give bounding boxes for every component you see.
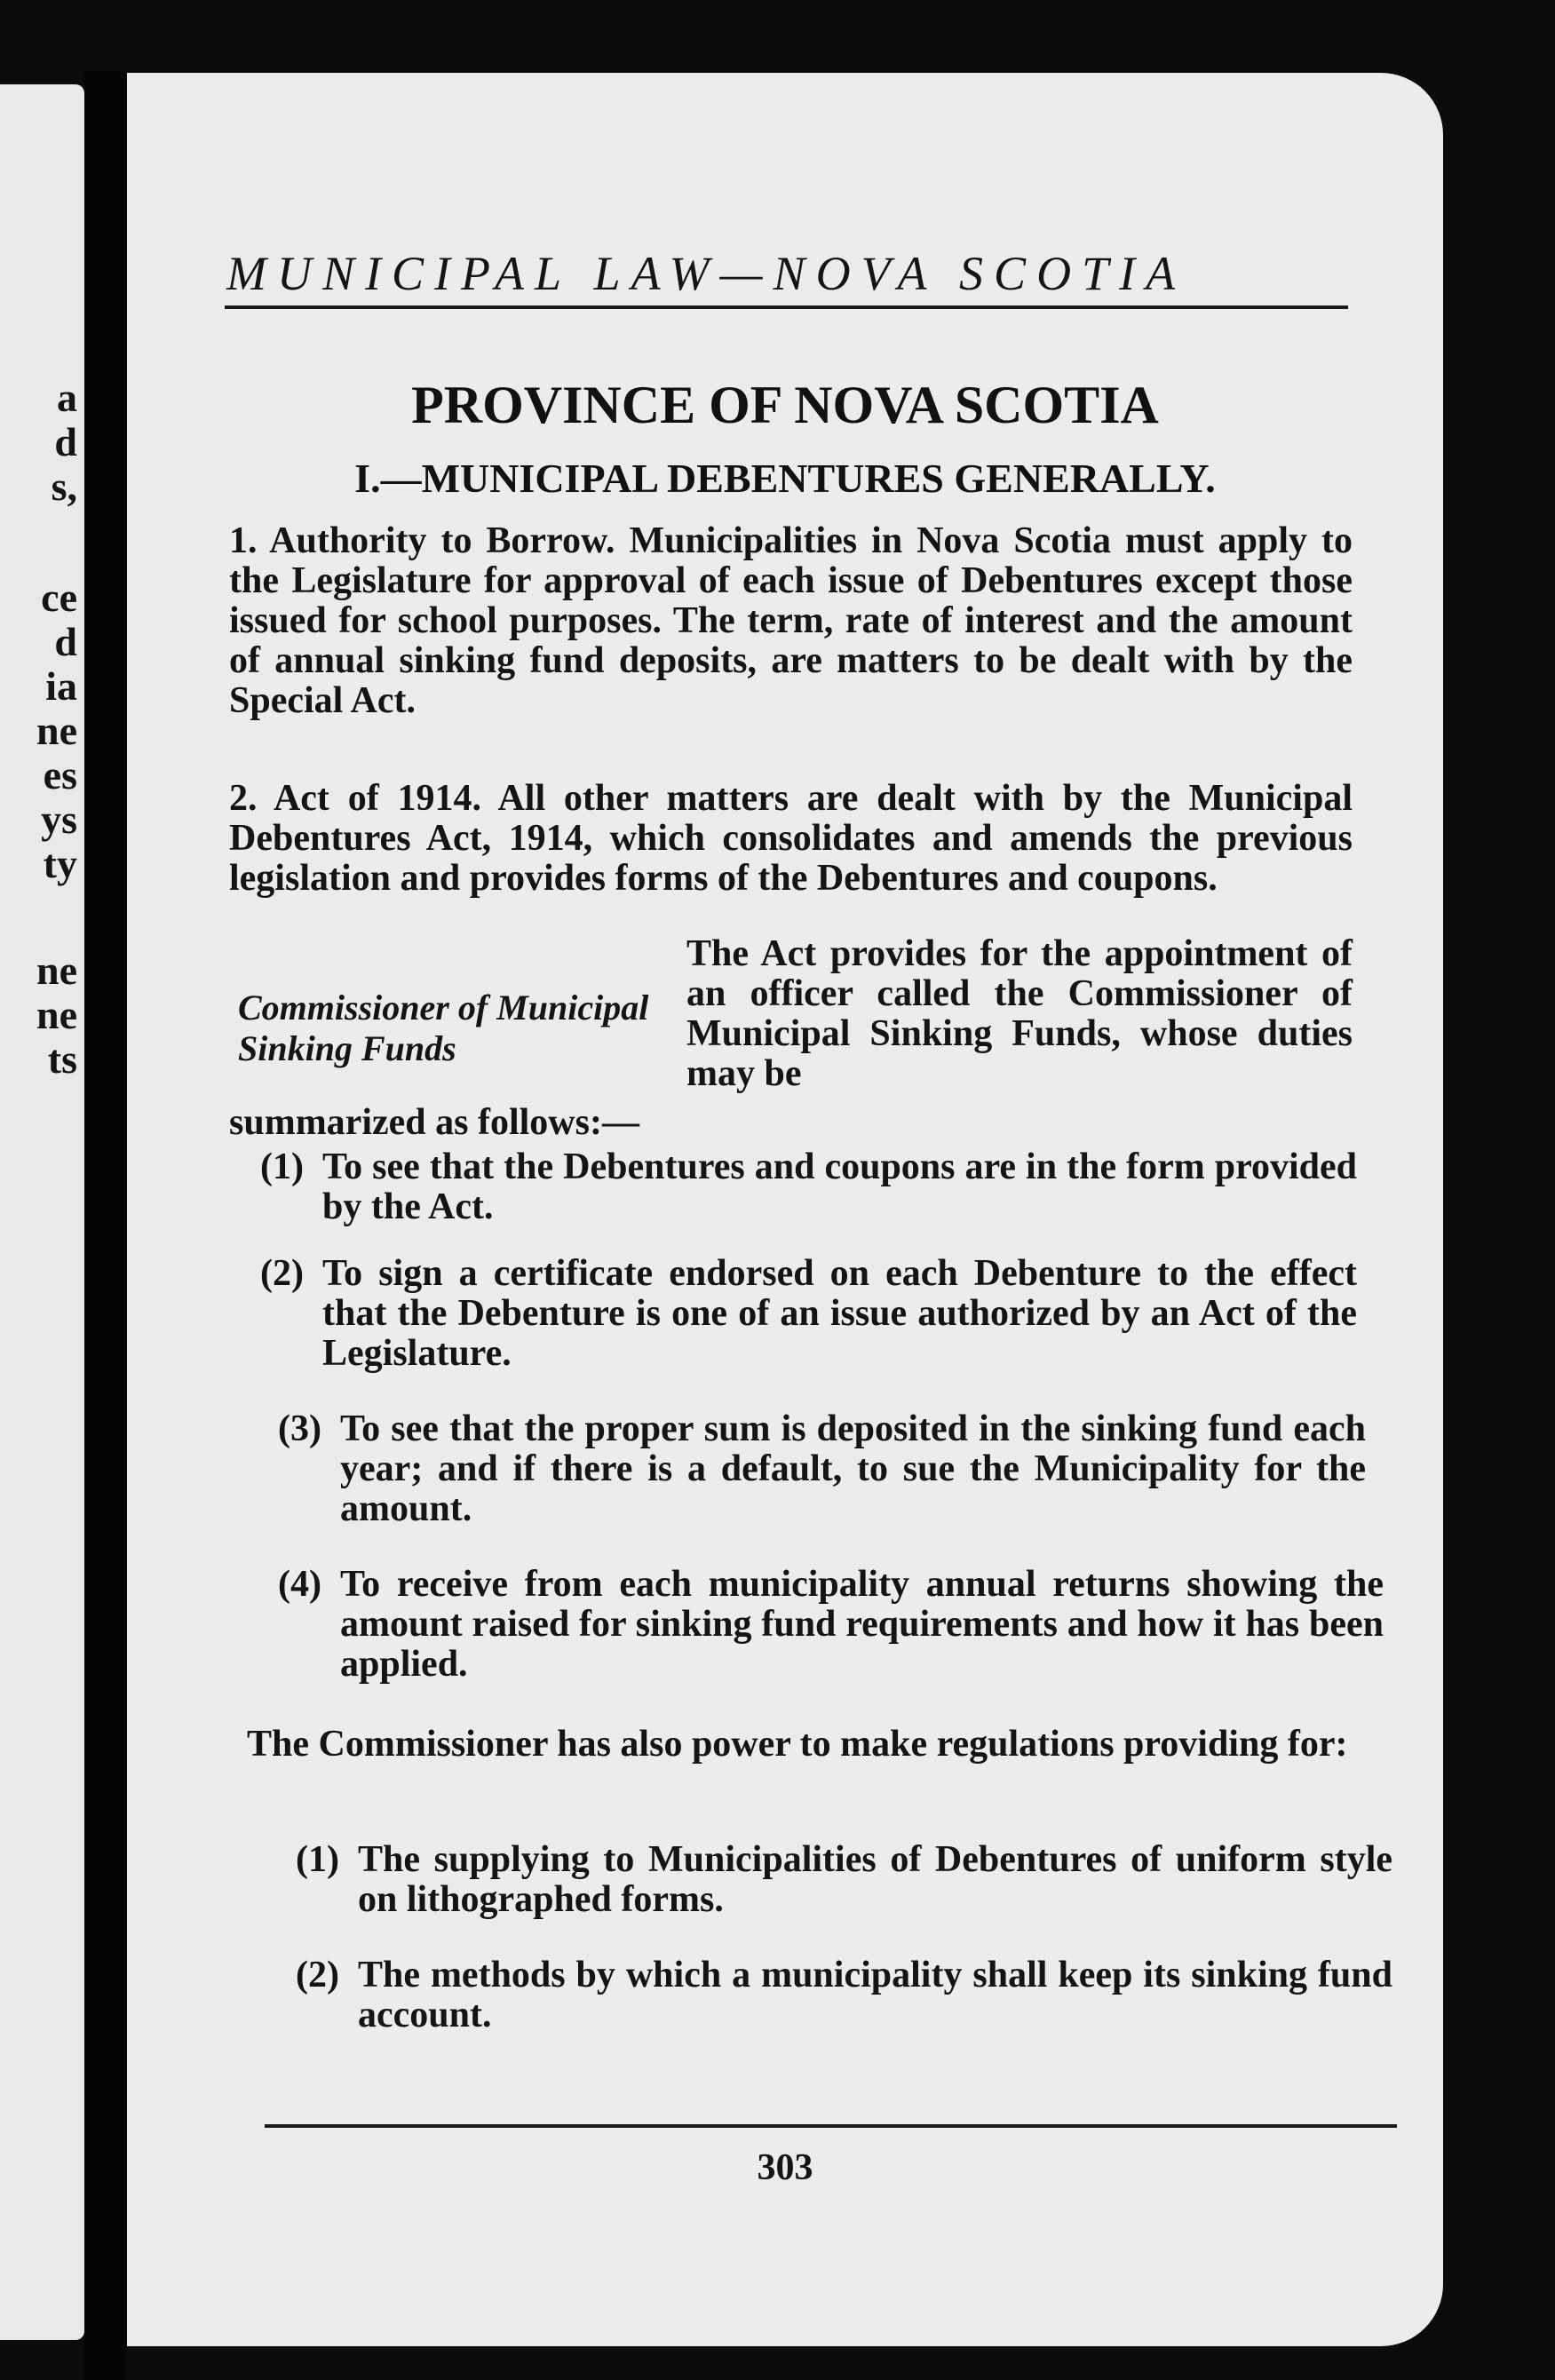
paragraph-lead: 2. Act of 1914. <box>229 778 481 819</box>
book-gutter <box>84 71 127 2380</box>
left-page-fragment: d <box>54 419 77 464</box>
side-heading-commissioner: Commissioner of Municipal Sinking Funds <box>238 988 649 1068</box>
running-head: MUNICIPAL LAW—NOVA SCOTIA <box>226 247 1186 300</box>
paragraph-text: All other matters are dealt with by the Municipal Debentures Act, 1914, which consolidates and amends the previous legislation and provides forms of the Debentures and coupons. <box>229 778 1353 899</box>
duties-intro: summarized as follows:— <box>229 1102 639 1143</box>
header-rule <box>225 305 1348 309</box>
section-heading: I.—MUNICIPAL DEBENTURES GENERALLY. <box>354 456 1216 501</box>
list-item-number: (1) <box>260 1146 304 1187</box>
list-item-number: (3) <box>278 1408 321 1449</box>
page-number: 303 <box>757 2147 813 2188</box>
left-page-fragment: ts <box>47 1036 77 1082</box>
list-item <box>296 1956 1392 2035</box>
left-page-fragment: ia <box>45 663 77 709</box>
commissioner-paragraph: The Act provides for the appointment of an officer called the Commissioner of Municipal Sinking Funds, whose duties may be <box>686 933 1353 1094</box>
left-page-fragment: es <box>43 752 77 797</box>
list-item-number: (1) <box>296 1839 339 1880</box>
paragraph-lead: 1. Authority to Borrow. <box>229 520 615 561</box>
regulations-intro: The Commissioner has also power to make regulations providing for: <box>247 1724 1348 1765</box>
left-page-fragment: ty <box>43 841 77 886</box>
page-title: PROVINCE OF NOVA SCOTIA <box>411 376 1159 434</box>
list-item <box>260 1254 1357 1374</box>
paragraph-authority-to-borrow <box>229 521 1353 721</box>
list-item-number: (2) <box>296 1955 339 1995</box>
list-item <box>296 1840 1392 1920</box>
left-page-fragment: d <box>54 619 77 664</box>
list-item-text: The supplying to Municipalities of Debentures of uniform style on lithographed forms. <box>358 1839 1392 1920</box>
left-page-fragment: ys <box>41 797 77 842</box>
left-page-fragment: ce <box>41 575 77 620</box>
left-page-fragment: a <box>57 375 77 420</box>
list-item-text: The methods by which a municipality shall keep its sinking fund account. <box>358 1955 1392 2035</box>
left-page-edge <box>0 84 84 2340</box>
list-item-text: To receive from each municipality annual returns showing the amount raised for sinking fund requirements and how it has been applied. <box>340 1564 1384 1685</box>
paragraph-text: Municipalities in Nova Scotia must apply to the Legislature for approval of each issue of Debentures except those issued for school purposes. The term, rate of interest and the amount of annual sinking fund deposits, are matters to be dealt with by the Special Act. <box>229 520 1353 721</box>
list-item-number: (4) <box>278 1564 321 1605</box>
left-page-fragment: ne <box>36 948 77 993</box>
list-item <box>260 1147 1357 1227</box>
paragraph-act-of-1914 <box>229 779 1353 899</box>
list-item <box>278 1565 1384 1685</box>
left-page-fragment: ne <box>36 708 77 753</box>
list-item-text: To see that the proper sum is deposited in the sinking fund each year; and if there is a default, to sue the Municipality for the amount. <box>340 1408 1366 1529</box>
list-item-text: To sign a certificate endorsed on each Debenture to the effect that the Debenture is one of an issue authorized by an Act of the Legislature. <box>322 1253 1357 1374</box>
list-item <box>278 1409 1366 1529</box>
footer-rule <box>265 2124 1397 2128</box>
left-page-fragment: s, <box>51 464 77 509</box>
list-item-number: (2) <box>260 1253 304 1294</box>
list-item-text: To see that the Debentures and coupons are in the form provided by the Act. <box>322 1146 1357 1227</box>
book-page <box>127 73 1443 2346</box>
left-page-fragment: ne <box>36 992 77 1037</box>
